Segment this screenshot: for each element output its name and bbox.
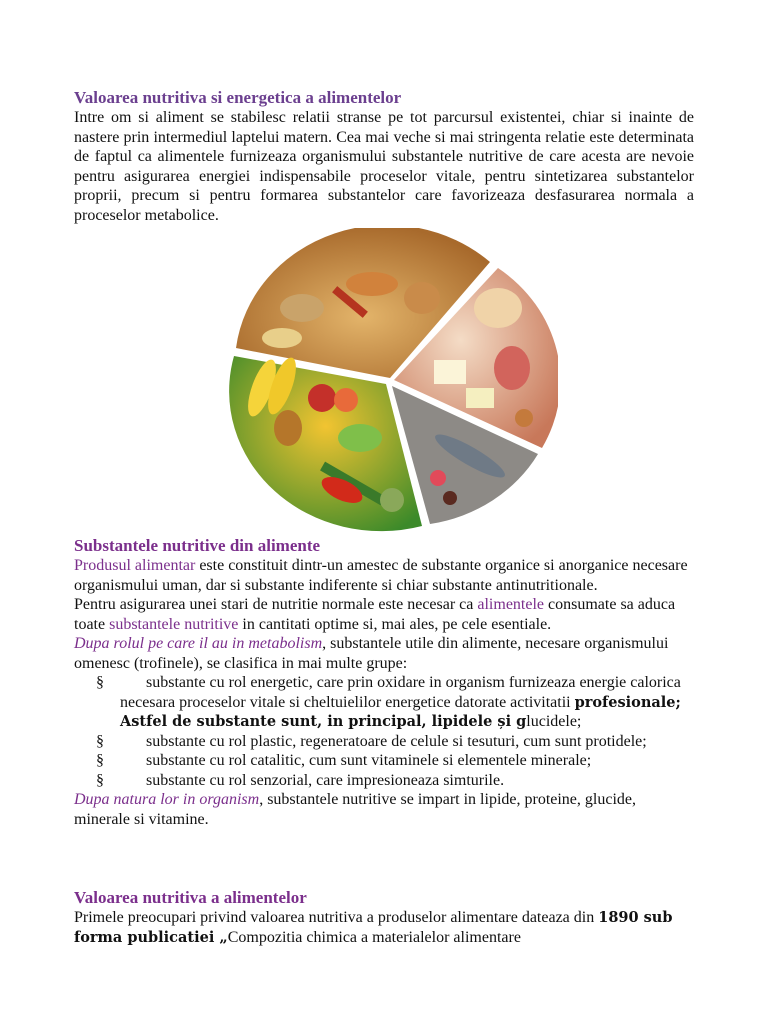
bullet-mark: § (96, 771, 104, 789)
text: este constituit dintr-un amestec de substante organice si anorganice necesare organismului uman, dar si substante indiferente si chiar substante antinutritionale. (74, 557, 688, 594)
italic-phrase: Dupa natura lor in organism (74, 791, 260, 808)
text: Primele preocupari privind valoarea nutritiva a produselor alimentare dateaza din (74, 909, 599, 926)
intro-paragraph: Intre om si aliment se stabilesc relatii stranse pe tot parcursul existentei, chiar si inainte de nastere prin intermediul laptelui matern. Cea mai veche si mai stringenta relatie este determinata de faptul ca alimentele furnizeaza organismului substantele nutritive de care acesta are nevoie pentru asigurarea energiei indispensabile proceselor vitale, pentru sintetizarea substantelor proprii, precum si pentru formarea substantelor care favorizeaza desfasurarea normala a proceselor metabolice. (74, 109, 694, 224)
section-heading: Valoarea nutritiva a alimentelor (74, 888, 307, 907)
bold-text: 1890 sub forma publicatiei „ (74, 909, 673, 946)
text: , substantele nutritive se impart in lipide, proteine, glucide, minerale si vitamine. (74, 791, 636, 828)
list-item (74, 751, 694, 771)
section-valoarea-nutritiva (74, 888, 694, 947)
list-item-text: substante cu rol catalitic, cum sunt vitaminele si elementele minerale; (146, 752, 592, 769)
text: Pentru asigurarea unei stari de nutritie normale este necesar ca (74, 596, 478, 613)
section-nutritive-energetic (74, 88, 694, 225)
section-heading: Substantele nutritive din alimente (74, 536, 321, 555)
food-wheel-image (222, 228, 558, 534)
bullet-mark: § (96, 732, 104, 750)
italic-phrase: Dupa rolul pe care il au in metabolism (74, 635, 323, 652)
list-item (74, 673, 694, 732)
section-substante-nutritive (74, 536, 694, 829)
bullet-mark: § (96, 674, 104, 691)
list-item-text: substante cu rol senzorial, care impresioneaza simturile. (146, 771, 505, 789)
text: , substantele utile din alimente, necesare organismului omenesc (trofinele), se clasifica in mai multe grupe: (74, 635, 669, 672)
list-item-text: substante cu rol plastic, regeneratoare de celule si tesuturi, cum sunt protidele; (146, 732, 647, 750)
list-item (74, 771, 694, 791)
paragraph-produsul (74, 556, 694, 595)
paragraph-preocupari (74, 908, 694, 947)
section-heading: Valoarea nutritiva si energetica a alimentelor (74, 88, 402, 107)
text: consumate sa aduca toate (74, 596, 676, 633)
paragraph-nutritie (74, 595, 694, 634)
list-item-text: substante cu rol energetic, care prin oxidare in organism furnizeaza energie calorica necesara proceselor vitale si cheltuielilor energetice datorate activitatii profesionale; Astfel de substante sunt, in principal, lipidele și glucidele; (120, 674, 681, 730)
text: Compozitia chimica a materialelor alimentare (227, 928, 521, 946)
link-alimentele[interactable]: alimentele (477, 596, 545, 613)
paragraph-rol-metabolism (74, 634, 694, 673)
paragraph-natura (74, 790, 694, 829)
bullet-mark: § (96, 752, 104, 769)
link-produsul-alimentar[interactable]: Produsul alimentar (74, 557, 196, 574)
list-item (74, 732, 694, 752)
link-substantele-nutritive[interactable]: substantele nutritive (109, 615, 239, 633)
text: in cantitati optime si, mai ales, pe cele esentiale. (238, 615, 552, 633)
